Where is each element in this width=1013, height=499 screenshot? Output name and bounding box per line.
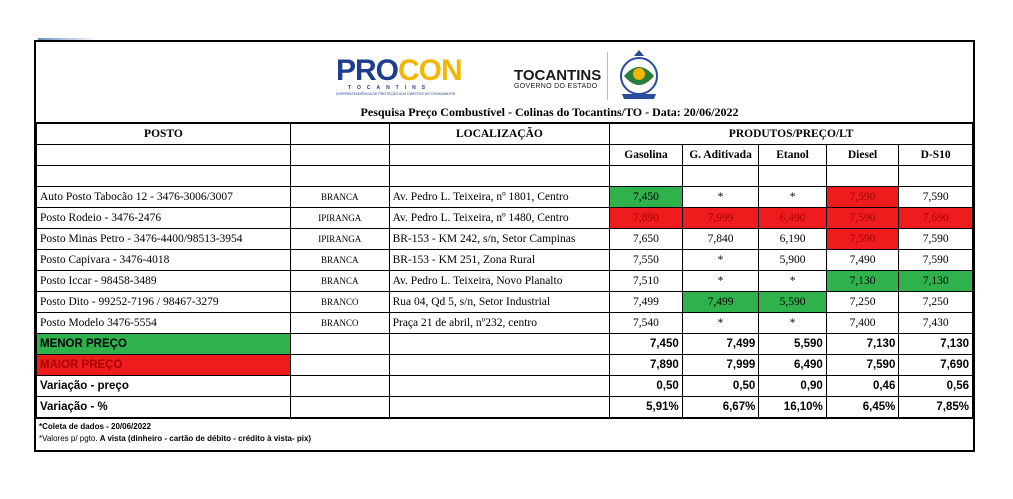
maior-etanol: 6,490 [759,355,827,376]
gov-subtitle: GOVERNO DO ESTADO [514,83,598,90]
price-aditivada: * [682,187,759,208]
col-aditivada: G. Aditivada [682,145,759,166]
localizacao: Rua 04, Qd 5, s/n, Setor Industrial [389,292,610,313]
bandeira: BRANCA [290,187,389,208]
table-row [37,292,973,313]
posto-name: Posto Dito - 99252-7196 / 98467-3279 [37,292,291,313]
var-pct-aditivada: 6,67% [682,397,759,418]
price-diesel: 7,590 [826,208,899,229]
var-pct-diesel: 6,45% [826,397,899,418]
col-diesel: Diesel [826,145,899,166]
posto-name: Posto Modelo 3476-5554 [37,313,291,334]
price-gasolina: 7,499 [610,292,683,313]
price-aditivada: * [682,250,759,271]
table-row [37,208,973,229]
posto-name: Posto Iccar - 98458-3489 [37,271,291,292]
coleta-note: *Coleta de dados - 20/06/2022 [39,422,152,431]
summary-row-var-pct [37,397,973,418]
price-ds10: 7,690 [899,208,973,229]
var-preco-ds10: 0,56 [899,376,973,397]
logo-divider [607,52,608,100]
price-diesel: 7,590 [826,229,899,250]
price-etanol: 5,590 [759,292,827,313]
header-row-2 [37,145,973,166]
price-etanol: * [759,313,827,334]
maior-label: MAIOR PREÇO [37,355,291,376]
var-pct-ds10: 7,85% [899,397,973,418]
valores-note: *Valores p/ pgto. A vista (dinheiro - cartão de débito - crédito à vista- pix) [39,434,312,443]
posto-name: Posto Rodeio - 3476-2476 [37,208,291,229]
table-row [37,250,973,271]
col-posto: POSTO [37,124,291,145]
summary-row-menor [37,334,973,355]
localizacao: BR-153 - KM 251, Zona Rural [389,250,610,271]
menor-ds10: 7,130 [899,334,973,355]
localizacao: Av. Pedro L. Teixeira, nº 1801, Centro [389,187,610,208]
price-aditivada: 7,840 [682,229,759,250]
localizacao: Av. Pedro L. Teixeira, nº 1480, Centro [389,208,610,229]
procon-tagline: SUPERINTENDÊNCIA DE PROTEÇÃO AOS DIREITOS DO CONSUMIDOR [336,92,456,96]
var-pct-gasolina: 5,91% [610,397,683,418]
price-gasolina: 7,510 [610,271,683,292]
bandeira: BRANCA [290,271,389,292]
price-diesel: 7,590 [826,187,899,208]
price-aditivada: 7,999 [682,208,759,229]
maior-aditivada: 7,999 [682,355,759,376]
price-etanol: 6,490 [759,208,827,229]
var-pct-label: Variação - % [37,397,291,418]
price-ds10: 7,590 [899,229,973,250]
menor-etanol: 5,590 [759,334,827,355]
col-gasolina: Gasolina [610,145,683,166]
price-gasolina: 7,450 [610,187,683,208]
var-preco-aditivada: 0,50 [682,376,759,397]
col-localizacao: LOCALIZAÇÃO [389,124,610,145]
maior-ds10: 7,690 [899,355,973,376]
procon-subtitle: TOCANTINS [348,85,432,91]
price-etanol: 5,900 [759,250,827,271]
summary-row-maior [37,355,973,376]
bandeira: BRANCA [290,250,389,271]
price-gasolina: 7,650 [610,229,683,250]
summary-row-var-preco [37,376,973,397]
price-ds10: 7,130 [899,271,973,292]
price-ds10: 7,430 [899,313,973,334]
posto-name: Posto Capivara - 3476-4018 [37,250,291,271]
spacer-row [37,166,973,187]
price-aditivada: * [682,313,759,334]
price-survey-sheet [34,40,975,452]
price-diesel: 7,250 [826,292,899,313]
col-etanol: Etanol [759,145,827,166]
fuel-price-table [36,123,973,418]
sheet-header [36,42,973,123]
localizacao: Av. Pedro L. Teixeira, Novo Planalto [389,271,610,292]
maior-diesel: 7,590 [826,355,899,376]
price-diesel: 7,490 [826,250,899,271]
price-ds10: 7,590 [899,187,973,208]
price-etanol: * [759,187,827,208]
price-ds10: 7,250 [899,292,973,313]
price-gasolina: 7,540 [610,313,683,334]
col-bandeira-empty [290,124,389,145]
table-row [37,187,973,208]
header-row-1 [37,124,973,145]
price-aditivada: 7,499 [682,292,759,313]
procon-logo [336,48,508,96]
footer-notes [36,418,973,450]
price-gasolina: 7,890 [610,208,683,229]
table-row [37,271,973,292]
var-preco-diesel: 0,46 [826,376,899,397]
menor-label: MENOR PREÇO [37,334,291,355]
logo-group [336,48,664,106]
posto-name: Posto Minas Petro - 3476-4400/98513-3954 [37,229,291,250]
procon-word-a: PRO [336,54,399,87]
localizacao: BR-153 - KM 242, s/n, Setor Campinas [389,229,610,250]
bandeira: IPIRANGA [290,229,389,250]
price-etanol: * [759,271,827,292]
price-aditivada: * [682,271,759,292]
col-produtos: PRODUTOS/PREÇO/LT [610,124,973,145]
posto-name: Auto Posto Tabocão 12 - 3476-3006/3007 [37,187,291,208]
table-row [37,229,973,250]
government-logo-text [514,68,601,90]
price-ds10: 7,590 [899,250,973,271]
var-preco-etanol: 0,90 [759,376,827,397]
var-pct-etanol: 16,10% [759,397,827,418]
price-etanol: 6,190 [759,229,827,250]
bandeira: BRANCO [290,292,389,313]
price-diesel: 7,130 [826,271,899,292]
survey-title: Pesquisa Preço Combustível - Colinas do Tocantins/TO - Data: 20/06/2022 [360,105,739,119]
bandeira: BRANCO [290,313,389,334]
menor-gasolina: 7,450 [610,334,683,355]
table-row [37,313,973,334]
state-seal-icon [614,48,664,102]
price-diesel: 7,400 [826,313,899,334]
var-preco-gasolina: 0,50 [610,376,683,397]
procon-word-b: CON [398,54,462,87]
localizacao: Praça 21 de abril, nº232, centro [389,313,610,334]
price-gasolina: 7,550 [610,250,683,271]
menor-aditivada: 7,499 [682,334,759,355]
col-ds10: D-S10 [899,145,973,166]
bandeira: IPIRANGA [290,208,389,229]
menor-diesel: 7,130 [826,334,899,355]
gov-name: TOCANTINS [514,67,602,84]
var-preco-label: Variação - preço [37,376,291,397]
maior-gasolina: 7,890 [610,355,683,376]
